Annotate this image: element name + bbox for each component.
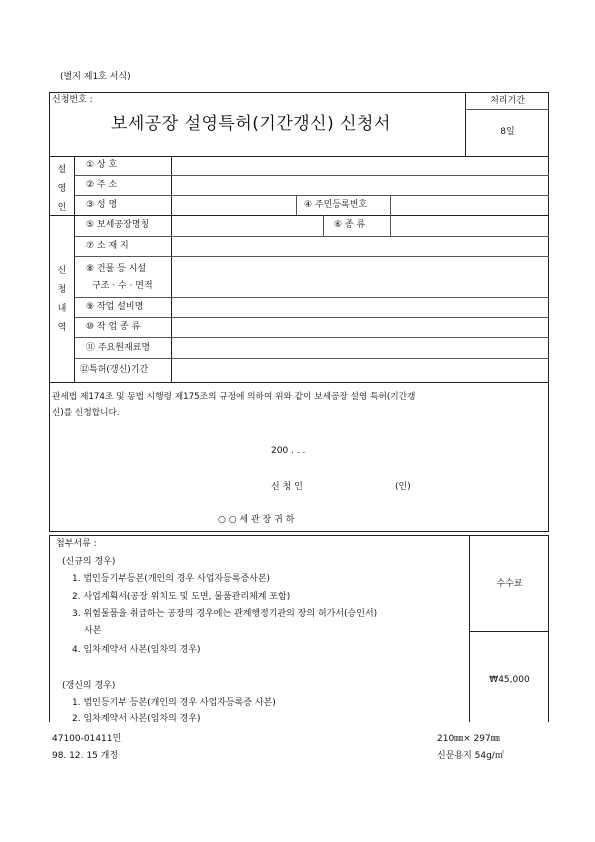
application-number-label: 신청번호 : — [52, 95, 93, 105]
attachment-item: 2. 사업계획서(공장 위치도 및 도면, 물품관리체계 포함) — [72, 592, 291, 602]
field-type-label: ⑥ 종 류 — [334, 220, 366, 230]
trade-name-input[interactable] — [172, 157, 548, 174]
equipment-input[interactable] — [172, 298, 548, 316]
field-building-label-1: ⑧ 건물 등 시설 — [86, 264, 147, 274]
field-factory-name-label: ⑤ 보세공장명칭 — [86, 220, 150, 230]
page-title: 보세공장 설영특허(기간갱신) 신청서 — [111, 114, 391, 134]
paper-size: 210㎜× 297㎜ — [437, 734, 500, 744]
resident-number-input[interactable] — [391, 196, 548, 214]
field-equipment-label: ⑨ 작업 설비명 — [86, 302, 144, 312]
attachment-item: 1. 법인등기부등본(개인의 경우 사업자등록증사본) — [72, 574, 271, 584]
attachment-item: 1. 법인등기부 등본(개인의 경우 사업자등록증 사본) — [72, 698, 276, 708]
raw-material-input[interactable] — [172, 338, 548, 357]
field-address-label: ② 주 소 — [86, 180, 118, 190]
processing-period-label: 처리기간 — [490, 96, 525, 106]
attachment-item: 사본 — [84, 626, 102, 636]
attachment-item: 4. 임차계약서 사본(임차의 경우) — [72, 645, 201, 655]
address-input[interactable] — [172, 176, 548, 194]
applicant-signature-label: 신 청 인 — [271, 482, 303, 492]
attachment-item: 3. 위험물품을 취급하는 공장의 경우에는 관계행정기관의 장의 허가서(승인서) — [72, 609, 378, 619]
new-case-label: (신규의 경우) — [62, 557, 116, 567]
field-location-label: ⑦ 소 재 지 — [86, 241, 129, 251]
attachments-frame — [49, 535, 549, 722]
statement-line-2: 신)를 신청합니다. — [52, 408, 120, 418]
field-work-type-label: ⑩ 작 업 종 류 — [86, 322, 141, 332]
addressee: ○ ○ 세 관 장 귀 하 — [218, 515, 295, 525]
fee-label: 수수료 — [496, 579, 523, 589]
type-input[interactable] — [391, 216, 548, 235]
field-trade-name-label: ① 상 호 — [86, 160, 118, 170]
attachment-item: 2. 임차계약서 사본(임차의 경우) — [72, 714, 201, 722]
location-input[interactable] — [172, 237, 548, 255]
statement-line-1: 관세법 제174조 및 동법 시행령 제175조의 규정에 의하여 위와 같이 보세공장 설영 특허(기간갱 — [52, 392, 416, 402]
field-building-label-2: 구조 · 수 · 면적 — [92, 281, 153, 291]
seal-mark: (인) — [395, 482, 411, 492]
form-code: 47100-01411민 — [52, 734, 122, 744]
field-name-label: ③ 성 명 — [86, 200, 118, 210]
revision-date: 98. 12. 15 개정 — [52, 751, 119, 761]
period-input[interactable] — [172, 359, 548, 381]
form-number: (별지 제1호 서식) — [60, 72, 131, 82]
field-period-label: ⑫특허(갱신)기간 — [80, 365, 149, 375]
factory-name-input[interactable] — [172, 216, 322, 235]
paper-type: 신문용지 54g/㎡ — [437, 751, 504, 761]
attachments-label: 첨부서류 : — [56, 539, 97, 549]
fee-value: ₩45,000 — [489, 675, 530, 685]
work-type-input[interactable] — [172, 318, 548, 336]
field-resident-number-label: ④ 주민등록번호 — [304, 200, 368, 210]
field-raw-material-label: ⑪ 주요원재료명 — [86, 343, 151, 353]
renewal-case-label: (갱신의 경우) — [62, 681, 116, 691]
processing-period-value: 8일 — [500, 127, 515, 137]
building-input[interactable] — [172, 257, 548, 296]
name-input[interactable] — [172, 196, 295, 214]
application-date: 200 . . . — [271, 446, 306, 456]
